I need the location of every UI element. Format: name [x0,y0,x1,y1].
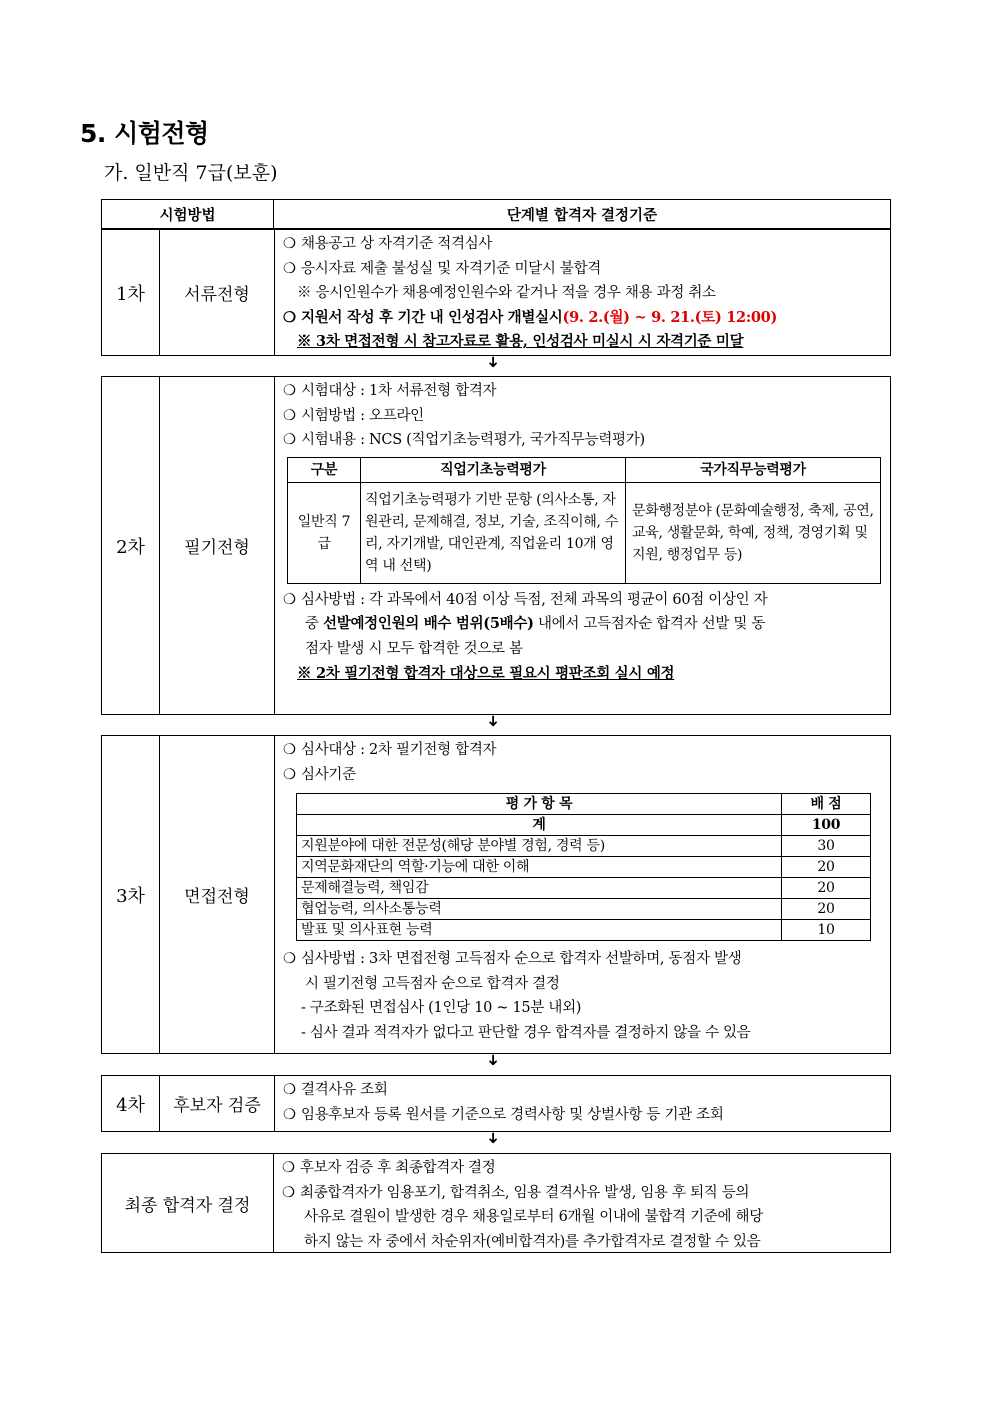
bullet-icon: ❍ [283,260,296,277]
note-text: ※ 3차 면접전형 시 참고자료로 활용, 인성검사 미실시 시 자격기준 미달 [297,333,744,351]
table-cell-category: 일반직 7급 [288,482,361,583]
header-method: 시험방법 [102,200,274,228]
table-row [297,836,871,857]
criteria-text: 하지 않는 자 중에서 차순위자(예비합격자)를 추가합격자로 결정할 수 있음 [304,1233,761,1250]
bullet-icon: ❍ [282,1160,295,1176]
note-text: ※ 응시인원수가 채용예정인원수와 같거나 적을 경우 채용 과정 취소 [297,285,716,302]
stage-2-row [101,376,891,715]
final-stage-row [101,1153,891,1253]
table-cell-national: 문화행정분야 (문화예술행정, 축제, 공연, 교육, 생활문화, 학예, 정책, 경영기획 및 지원, 행정업무 등) [626,482,881,583]
eval-item: 문제해결능력, 책임감 [297,878,782,899]
table-cell-basic: 직업기초능력평가 기반 문항 (의사소통, 자원관리, 문제해결, 정보, 기술, 조직이해, 수리, 자기개발, 대인관계, 직업윤리 10개 영역 내 선택) [361,482,626,583]
section-subtitle: 가. 일반직 7급(보훈) [104,162,278,184]
bullet-icon: ❍ [283,591,296,608]
header-criteria: 단계별 합격자 결정기준 [506,206,658,224]
stage-1-criteria [275,230,890,355]
criteria-text: 심사방법 : 각 과목에서 40점 이상 득점, 전체 과목의 평균이 60점 이상인 자 [301,591,768,608]
stage-3-number: 3차 [102,736,160,1053]
list-item [283,257,880,282]
table-header-score: 배 점 [782,794,871,815]
arrow-down-icon: ➜ [484,1053,503,1067]
list-item [283,379,881,404]
bullet-icon: ❍ [282,1184,295,1201]
stage-3-name: 면접전형 [160,736,275,1053]
arrow-down-icon: ➜ [484,714,503,728]
sub-item-text: - 구조화된 면접심사 (1인당 10 ~ 15분 내외) [301,1000,582,1017]
criteria-text: 심사기준 [301,766,356,783]
criteria-text: 응시자료 제출 불성실 및 자격기준 미달시 불합격 [301,260,601,277]
eval-score: 30 [782,836,871,857]
table-row [297,857,871,878]
table-row [288,482,881,583]
bullet-icon: ❍ [283,236,296,252]
list-item [283,588,881,613]
stage-1-row [101,229,891,356]
list-item [283,947,880,972]
eval-score: 10 [782,920,871,941]
stage-4-number: 4차 [102,1076,160,1131]
written-exam-table [287,457,881,584]
list-item [283,1103,880,1128]
arrow-down-icon: ➜ [484,355,503,369]
list-item [282,1181,880,1206]
bullet-icon: ❍ [283,383,296,399]
stage-3-criteria [275,736,890,1053]
stage-1-name: 서류전형 [160,230,275,355]
stage-3-row [101,735,891,1054]
arrow-down-icon: ➜ [484,1131,503,1145]
bullet-icon: ❍ [283,432,296,449]
criteria-text: 결격사유 조회 [301,1082,388,1098]
list-item [283,1078,880,1103]
table-header-basic: 직업기초능력평가 [361,457,626,482]
criteria-text: 내에서 고득점자순 합격자 선발 및 동 [533,616,766,633]
list-item [283,306,880,331]
table-row [297,878,871,899]
list-item [283,232,880,257]
bullet-icon: ❍ [283,1106,296,1123]
period-text: (9. 2.(월) ~ 9. 21.(토) 12:00) [562,308,778,326]
criteria-text: 시험대상 : 1차 서류전형 합격자 [301,383,497,399]
eval-item: 협업능력, 의사소통능력 [297,899,782,920]
criteria-text: 채용공고 상 자격기준 적격심사 [301,236,493,252]
eval-item: 지역문화재단의 역할·기능에 대한 이해 [297,857,782,878]
list-item [283,738,880,763]
criteria-text: 중 [305,616,324,633]
criteria-text: 최종합격자가 임용포기, 합격취소, 임용 결격사유 발생, 임용 후 퇴직 등의 [300,1184,750,1201]
bullet-icon: ❍ [283,407,296,424]
eval-item: 발표 및 의사표현 능력 [297,920,782,941]
criteria-text: 시 필기전형 고득점자 순으로 합격자 결정 [305,975,560,992]
table-row-total [297,815,871,836]
stage-4-name: 후보자 검증 [160,1076,275,1131]
section-title: 5. 시험전형 [80,119,209,148]
table-header-item: 평 가 항 목 [297,794,782,815]
list-item [282,1156,880,1181]
criteria-text: 시험방법 : 오프라인 [301,407,424,424]
list-item [283,404,881,429]
criteria-text: 후보자 검증 후 최종합격자 결정 [300,1160,496,1176]
bullet-icon: ❍ [283,766,296,783]
stage-2-criteria [275,377,891,714]
criteria-text: 심사대상 : 2차 필기전형 합격자 [301,742,497,758]
table-header-row [101,199,891,229]
stage-2-number: 2차 [102,377,160,714]
stage-4-criteria [275,1076,890,1131]
bullet-icon: ❍ [283,742,296,758]
table-header-national: 국가직무능력평가 [626,457,881,482]
criteria-text: 시험내용 : NCS (직업기초능력평가, 국가직무능력평가) [301,432,645,449]
eval-score: 20 [782,878,871,899]
eval-item: 지원분야에 대한 전문성(해당 분야별 경험, 경력 등) [297,836,782,857]
stage-4-row [101,1075,891,1132]
table-row [297,899,871,920]
eval-score: 20 [782,857,871,878]
criteria-text: 임용후보자 등록 원서를 기준으로 경력사항 및 상벌사항 등 기관 조회 [301,1106,724,1123]
table-row [297,920,871,941]
stage-2-name: 필기전형 [160,377,275,714]
interview-score-table [296,793,871,941]
sub-item-text: - 심사 결과 적격자가 없다고 판단할 경우 합격자를 결정하지 않을 수 있음 [301,1024,751,1041]
bullet-icon: ❍ [283,1082,296,1098]
table-header-category: 구분 [288,457,361,482]
final-stage-name: 최종 합격자 결정 [102,1154,274,1252]
note-text: ※ 2차 필기전형 합격자 대상으로 필요시 평판조회 실시 예정 [297,664,675,682]
bullet-icon: ❍ [283,308,296,326]
bullet-icon: ❍ [283,951,296,968]
eval-score: 20 [782,899,871,920]
stage-1-number: 1차 [102,230,160,355]
criteria-text: 지원서 작성 후 기간 내 인성검사 개별실시 [301,308,563,326]
final-stage-criteria [274,1154,890,1252]
criteria-emphasis: 선발예정인원의 배수 범위(5배수) [323,615,534,633]
list-item [283,428,881,453]
criteria-text: 사유로 결원이 발생한 경우 채용일로부터 6개월 이내에 불합격 기준에 해당 [304,1209,763,1226]
list-item [283,763,880,788]
criteria-text: 심사방법 : 3차 면접전형 고득점자 순으로 합격자 선발하며, 동점자 발생 [301,951,742,968]
criteria-text: 점자 발생 시 모두 합격한 것으로 봄 [305,640,523,657]
total-label: 계 [297,815,782,836]
total-score: 100 [782,815,871,836]
